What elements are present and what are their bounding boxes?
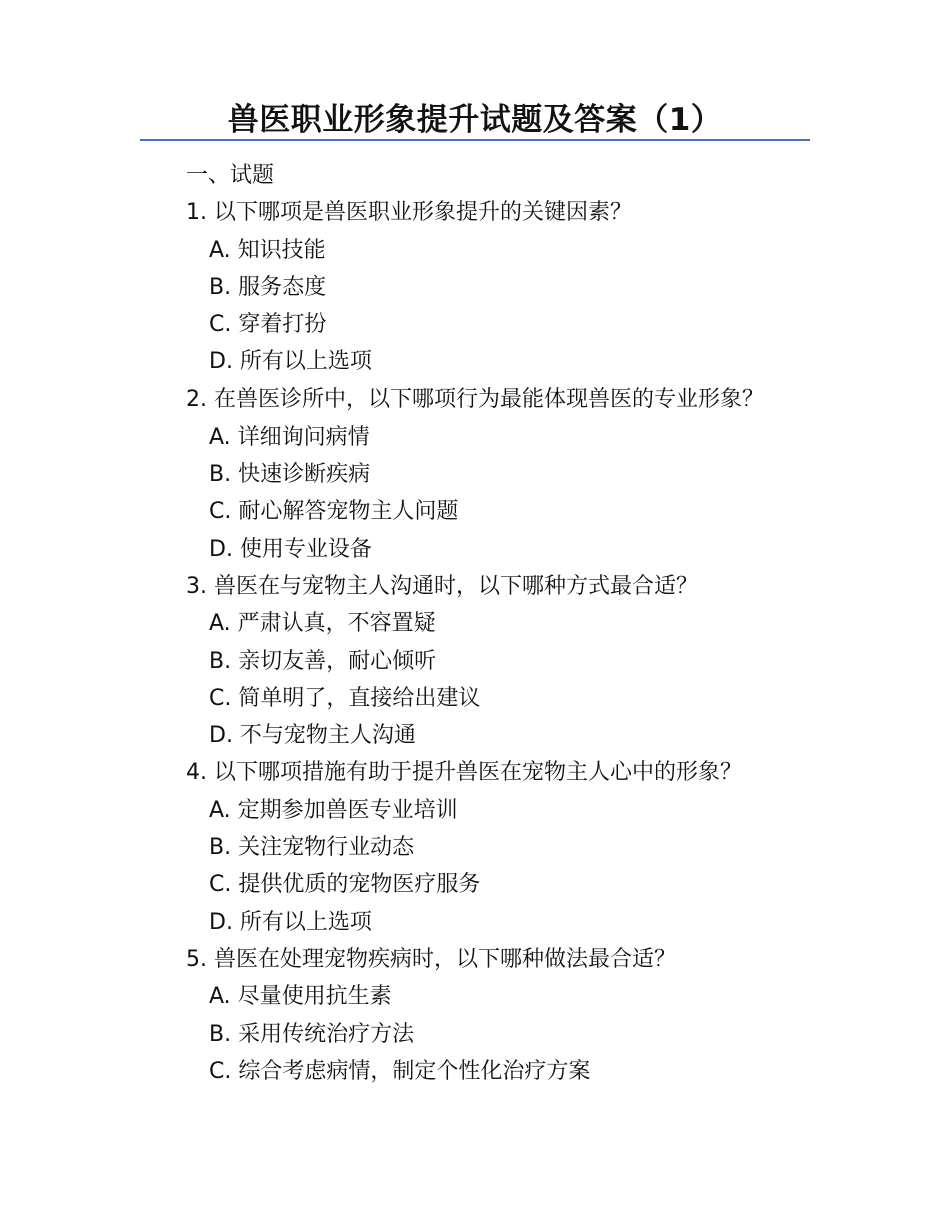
question-5-option-a: A. 尽量使用抗生素	[209, 984, 392, 1010]
question-4-option-a: A. 定期参加兽医专业培训	[209, 797, 458, 823]
question-2-option-c: C. 耐心解答宠物主人问题	[209, 499, 459, 525]
question-1-option-b: B. 服务态度	[209, 274, 327, 300]
question-5: 5. 兽医在处理宠物疾病时，以下哪种做法最合适？	[186, 946, 676, 972]
question-4-option-b: B. 关注宠物行业动态	[209, 835, 415, 861]
question-2: 2. 在兽医诊所中，以下哪项行为最能体现兽医的专业形象？	[186, 386, 764, 412]
question-5-option-c: C. 综合考虑病情，制定个性化治疗方案	[209, 1058, 591, 1084]
question-1-option-c: C. 穿着打扮	[209, 312, 327, 338]
question-1-option-a: A. 知识技能	[209, 237, 326, 263]
question-3-option-d: D. 不与宠物主人沟通	[209, 723, 416, 749]
question-3: 3. 兽医在与宠物主人沟通时，以下哪种方式最合适？	[186, 573, 698, 599]
document-body	[140, 157, 810, 1090]
question-2-option-b: B. 快速诊断疾病	[209, 462, 371, 488]
question-2-option-d: D. 使用专业设备	[209, 536, 372, 562]
question-4-option-c: C. 提供优质的宠物医疗服务	[209, 872, 481, 898]
question-4-option-d: D. 所有以上选项	[209, 909, 372, 935]
question-4: 4. 以下哪项措施有助于提升兽医在宠物主人心中的形象？	[186, 760, 742, 786]
question-1-option-d: D. 所有以上选项	[209, 349, 372, 375]
title-underline	[140, 139, 810, 141]
question-3-option-a: A. 严肃认真，不容置疑	[209, 611, 436, 637]
question-3-option-c: C. 简单明了，直接给出建议	[209, 685, 481, 711]
question-5-option-b: B. 采用传统治疗方法	[209, 1021, 415, 1047]
question-2-option-a: A. 详细询问病情	[209, 424, 370, 450]
question-3-option-b: B. 亲切友善，耐心倾听	[209, 648, 437, 674]
question-1: 1. 以下哪项是兽医职业形象提升的关键因素？	[186, 200, 632, 226]
section-heading: 一、试题	[186, 163, 275, 188]
document-title: 兽医职业形象提升试题及答案（1）	[227, 102, 723, 138]
